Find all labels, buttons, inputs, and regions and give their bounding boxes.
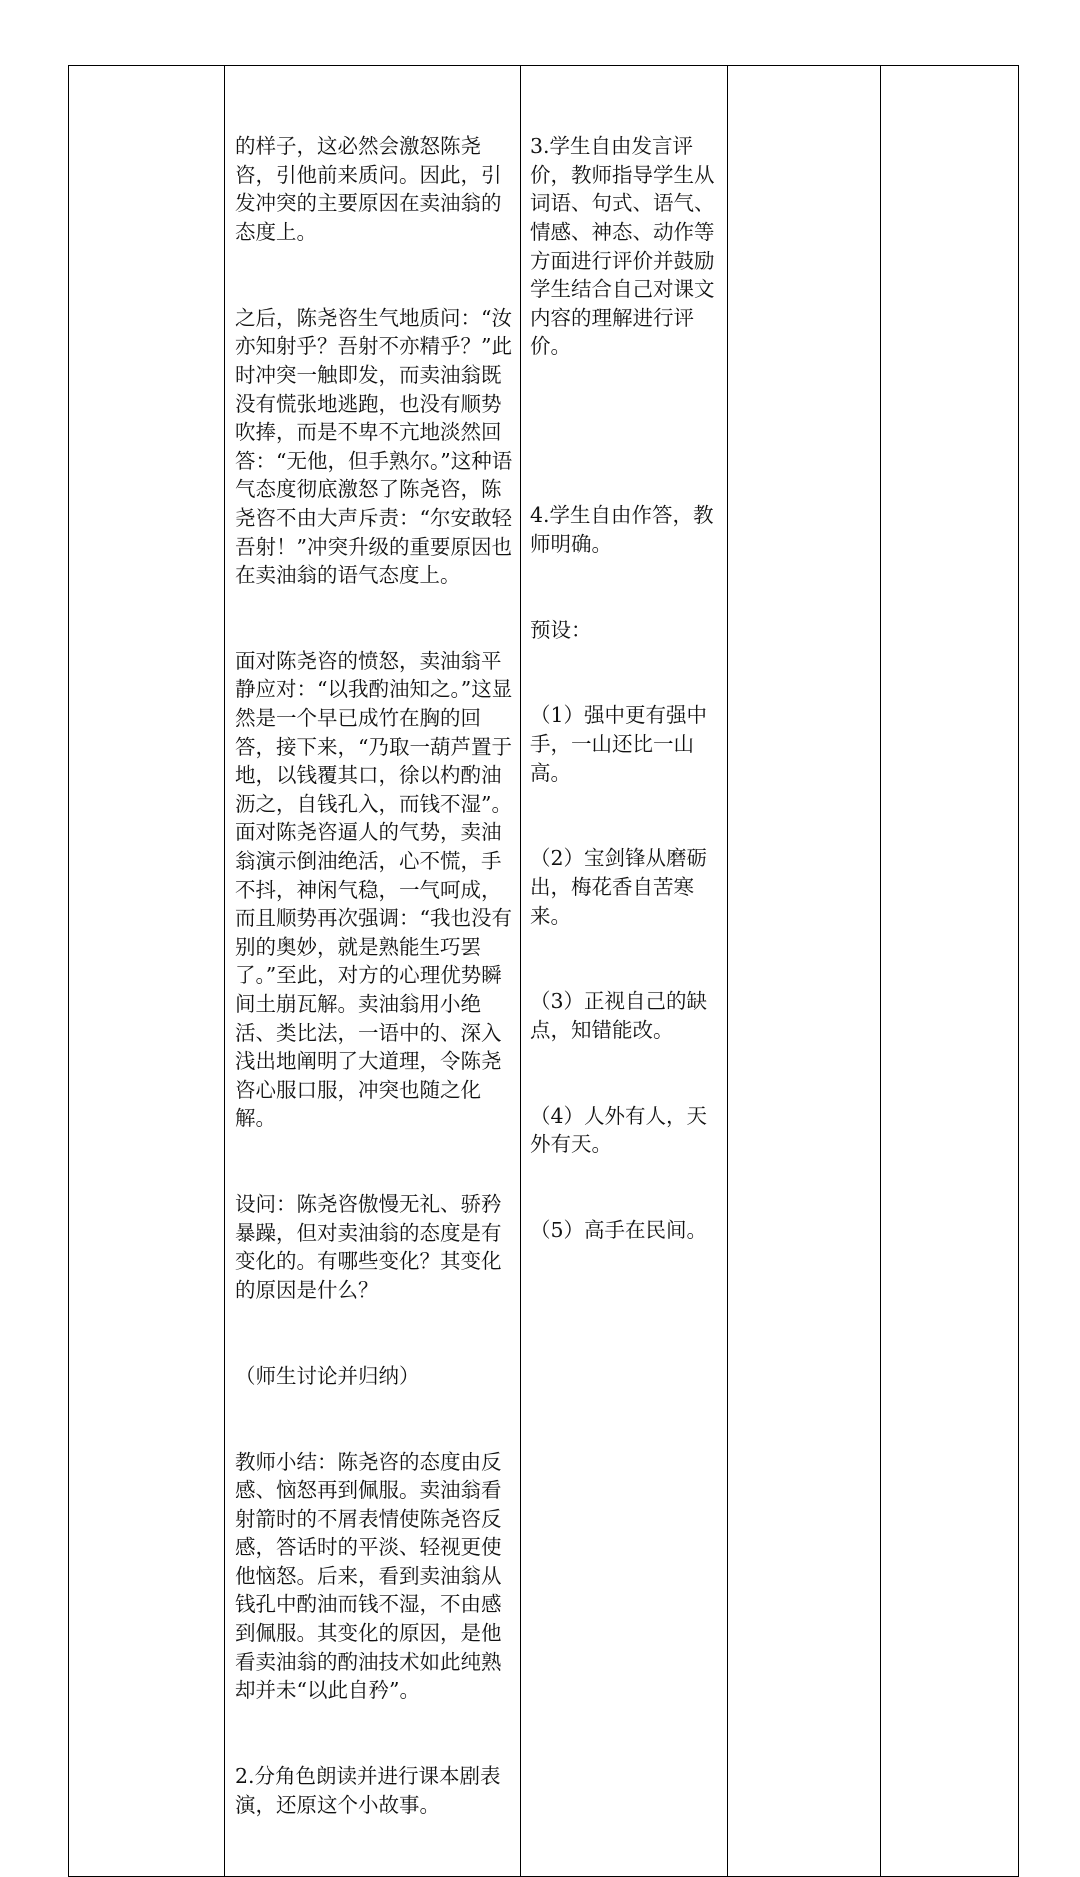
lesson-plan-table xyxy=(68,65,1019,1877)
list-item: （5）高手在民间。 xyxy=(530,1218,708,1243)
paragraph: 之后，陈尧咨生气地质问：“汝亦知射乎？吾射不亦精乎？”此时冲突一触即发，而卖油翁既没有慌张地逃跑，也没有顺势吹捧，而是不卑不亢地淡然回答：“无他，但手熟尔。”这种语气态度彻底激怒了陈尧咨，陈尧咨不由大声斥责：“尔安敢轻吾射！”冲突升级的重要原因也在卖油翁的语气态度上。 xyxy=(235,305,513,588)
paragraph: 的样子，这必然会激怒陈尧咨，引他前来质问。因此，引发冲突的主要原因在卖油翁的态度上。 xyxy=(235,134,502,244)
table-cell-empty-5 xyxy=(881,66,1019,1877)
list-item: （4）人外有人，天外有天。 xyxy=(530,1103,708,1157)
teacher-activity-text xyxy=(225,66,520,1876)
table-cell-teacher-activity xyxy=(225,66,521,1877)
paragraph: 教师小结：陈尧咨的态度由反感、恼怒再到佩服。卖油翁看射箭时的不屑表情使陈尧咨反感，答话时的平淡、轻视更使他恼怒。后来，看到卖油翁从钱孔中酌油而钱不湿，不由感到佩服。其变化的原因，是他看卖油翁的酌油技术如此纯熟却并未“以此自矜”。 xyxy=(235,1449,502,1703)
table-cell-empty-4 xyxy=(728,66,881,1877)
paragraph: （师生讨论并归纳） xyxy=(235,1363,420,1388)
student-activity-text xyxy=(521,66,727,1302)
list-item: （1）强中更有强中手，一山还比一山高。 xyxy=(530,703,708,785)
paragraph: 预设： xyxy=(530,617,592,642)
paragraph: 4.学生自由作答，教师明确。 xyxy=(530,503,714,556)
list-item: （2）宝剑锋从磨砺出，梅花香自苦寒来。 xyxy=(530,846,708,928)
paragraph: 面对陈尧咨的愤怒，卖油翁平静应对：“以我酌油知之。”这显然是一个早已成竹在胸的回答，接下来，“乃取一葫芦置于地，以钱覆其口，徐以杓酌油沥之，自钱孔入，而钱不湿”。面对陈尧咨逼人的气势，卖油翁演示倒油绝活，心不慌，手不抖，神闲气稳，一气呵成，而且顺势再次强调：“我也没有别的奥妙，就是熟能生巧罢了。”至此，对方的心理优势瞬间土崩瓦解。卖油翁用小绝活、类比法，一语中的、深入浅出地阐明了大道理，令陈尧咨心服口服，冲突也随之化解。 xyxy=(235,648,513,1131)
list-item: （3）正视自己的缺点，知错能改。 xyxy=(530,989,708,1042)
table-row xyxy=(69,66,1019,1877)
table-cell-empty-1 xyxy=(69,66,225,1877)
paragraph: 3.学生自由发言评价，教师指导学生从词语、句式、语气、情感、神态、动作等方面进行评价并鼓励学生结合自己对课文内容的理解进行评价。 xyxy=(530,134,715,359)
paragraph: 2.分角色朗读并进行课本剧表演，还原这个小故事。 xyxy=(235,1764,501,1817)
paragraph-spacer xyxy=(530,418,721,444)
table-cell-student-activity xyxy=(521,66,728,1877)
paragraph: 设问：陈尧咨傲慢无礼、骄矜暴躁，但对卖油翁的态度是有变化的。有哪些变化？其变化的原因是什么？ xyxy=(235,1192,502,1302)
